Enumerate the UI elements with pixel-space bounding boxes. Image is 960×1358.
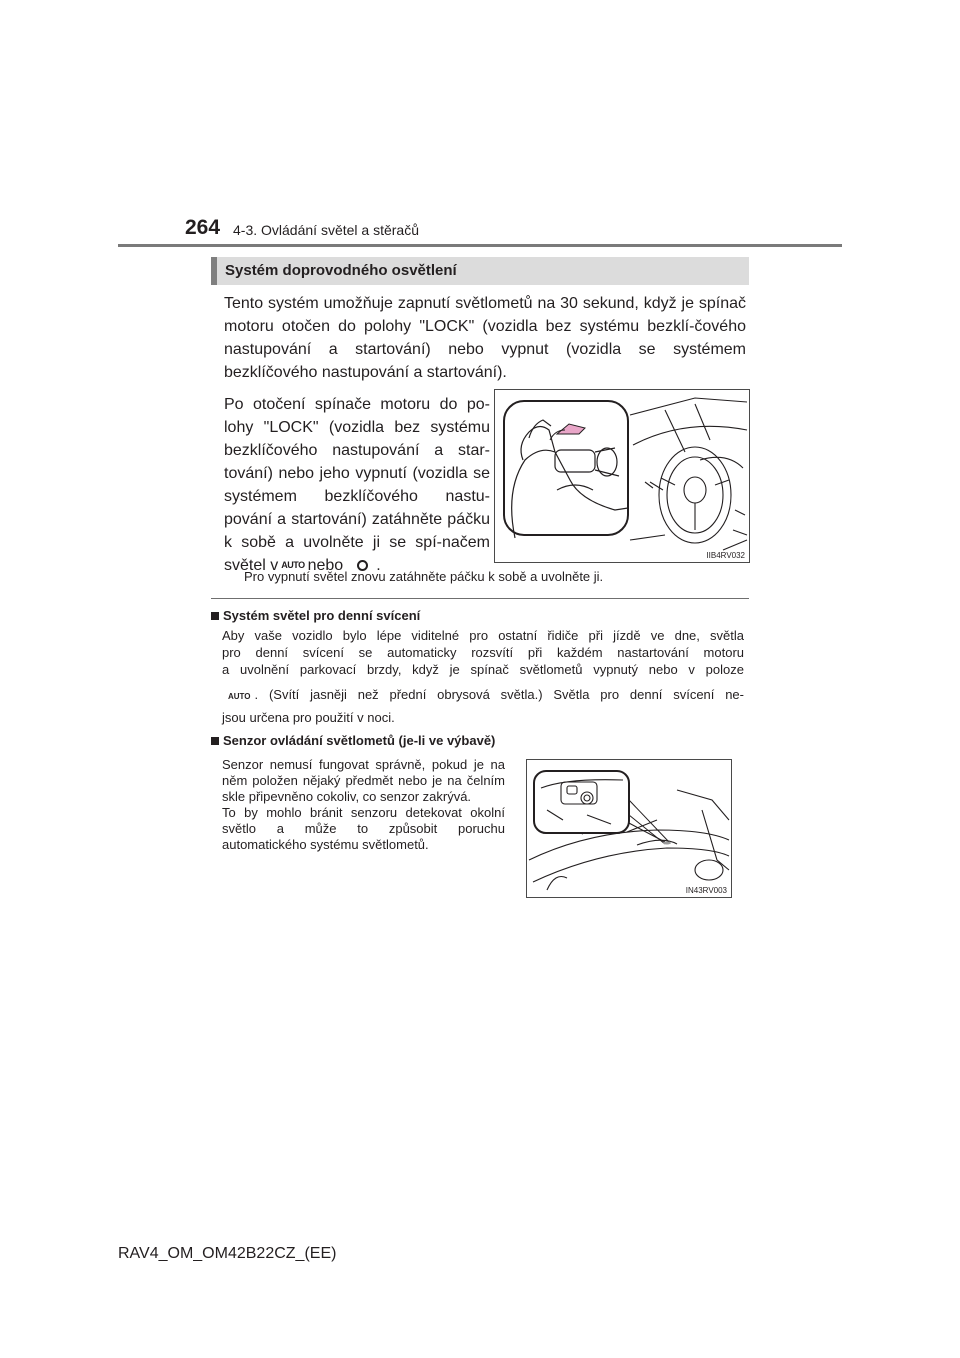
- daytime-heading-text: Systém světel pro denní svícení: [223, 608, 421, 623]
- figure1-id: IIB4RV032: [706, 551, 745, 560]
- daytime-line-3: a uvolnění parkovací brzdy, když je spínač světlometů vypnutý nebo v poloze: [222, 662, 744, 677]
- figure-light-sensor-drawing: [527, 760, 731, 897]
- chapter-title: 4-3. Ovládání světel a stěračů: [233, 222, 419, 238]
- section-divider: [211, 598, 749, 599]
- sensor-text-1: Senzor nemusí fungovat správně, pokud je na něm položen nějaký předmět nebo je na čelním skle připevněno cokoliv, co senzor zakrývá.: [222, 757, 505, 804]
- section-heading-marker: [211, 257, 217, 285]
- daytime-line-1: Aby vaše vozidlo bylo lépe viditelné pro ostatní řidiče při jízdě ve dne, světla: [222, 628, 744, 643]
- bullet-square-icon: [211, 737, 219, 745]
- figure-light-lever-drawing: [495, 390, 749, 562]
- note-text: Pro vypnutí světel znovu zatáhněte páčku k sobě a uvolněte ji.: [244, 569, 604, 584]
- daytime-line-5: jsou určena pro použití v noci.: [222, 710, 395, 725]
- auto-symbol-2: AUTO: [228, 692, 251, 701]
- figure-light-lever: [494, 389, 750, 563]
- daytime-line-2: pro denní svícení se automaticky rozsvítí při každém nastartování motoru: [222, 645, 744, 660]
- section-heading: [211, 257, 749, 285]
- instruction-end: .: [376, 557, 381, 574]
- figure2-id: IN43RV003: [685, 886, 727, 895]
- auto-symbol: AUTO: [281, 560, 305, 571]
- intro-paragraph: Tento systém umožňuje zapnutí světlometů na 30 sekund, když je spínač motoru otočen do polohy "LOCK" (vozidla bez systému bezklí-čového nastupování a startování) nebo vypnut (vozidla se systémem bezklíčového nastupování a startování).: [224, 295, 746, 381]
- sensor-paragraph: [222, 757, 505, 853]
- sensor-heading-text: Senzor ovládání světlometů (je-li ve výbavě): [223, 733, 496, 748]
- figure-light-sensor: [526, 759, 732, 898]
- daytime-line-4-text: . (Svítí jasněji než přední obrysová světla.) Světla pro denní svícení ne-: [254, 687, 744, 702]
- sensor-text-2: To by mohlo bránit senzoru detekovat okolní světlo a může to způsobit poruchu automatického systému světlometů.: [222, 805, 505, 852]
- daytime-line-4: [222, 686, 744, 705]
- daytime-paragraph: [222, 627, 744, 726]
- daytime-heading: [211, 608, 420, 623]
- sensor-heading: [211, 733, 495, 748]
- page-number: 264: [185, 216, 221, 239]
- footer-doc-code: RAV4_OM_OM42B22CZ_(EE): [118, 1245, 337, 1262]
- instruction-text: Po otočení spínače motoru do po-lohy "LOCK" (vozidla bez systému bezklíčového nastupování a star-tování) nebo jeho vypnutí (vozidla se systémem bezklíčového nastu-pování a startování) zatáhněte páčku k sobě a uvolněte ji se spí-načem světel v: [224, 396, 490, 574]
- header-rule: [118, 244, 842, 247]
- section-heading-text: Systém doprovodného osvětlení: [225, 262, 457, 279]
- instruction-or: nebo: [307, 557, 344, 574]
- bullet-square-icon: [211, 612, 219, 620]
- instruction-paragraph: [224, 393, 490, 577]
